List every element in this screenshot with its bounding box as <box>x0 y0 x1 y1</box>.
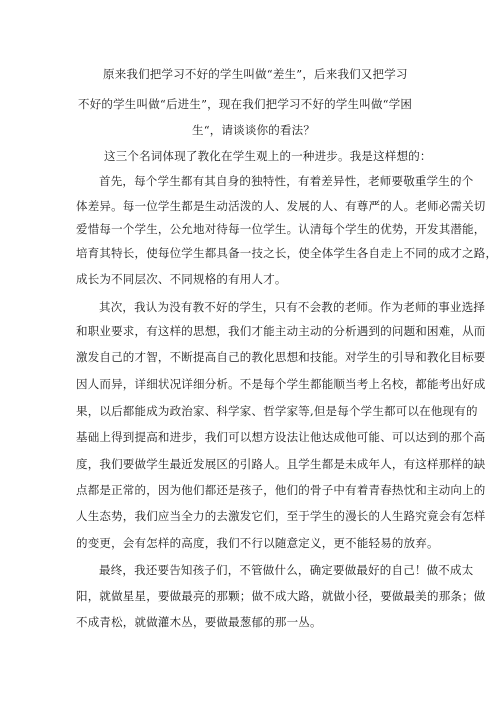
intro-line: 这三个名词体现了教化在学生观上的一种进步。我是这样想的： <box>104 149 432 163</box>
paragraph-2-line-9: 人生态势，我们应当全力的去激发它们，至于学生的漫长的人生路究竟会有怎样 <box>76 509 486 523</box>
paragraph-2-line-7: 度，我们要做学生最近发展区的引路人。且学生都是未成年人，有这样那样的缺 <box>76 457 486 471</box>
paragraph-1-line-4: 培育其特长，使每位学生都具备一技之长，使全体学生各自走上不同的成才之路， <box>76 246 498 260</box>
paragraph-2-line-6: 基础上得到提高和进步，我们可以想方设法让他达成他可能、可以达到的那个高 <box>76 430 486 444</box>
paragraph-1-line-1: 首先，每个学生都有其自身的独特性，有着差异性，老师要敬重学生的个 <box>99 174 474 188</box>
paragraph-2-line-1: 其次，我认为没有教不好的学生，只有不会教的老师。作为老师的事业选择 <box>99 300 486 314</box>
paragraph-1-line-3: 爱惜每一个学生，公允地对待每一位学生。认清每个学生的优势，开发其潜能， <box>76 222 486 236</box>
paragraph-3-line-3: 不成青松，就做灌木丛，要做最葱郁的那一丛。 <box>76 615 322 629</box>
question-line-2: 不好的学生叫做“后进生”，现在我们把学习不好的学生叫做“学困 <box>78 97 413 111</box>
paragraph-2-line-5: 果，以后都能成为政治家、科学家、哲学家等,但是每个学生都可以在他现有的 <box>76 404 478 418</box>
paragraph-2-line-8: 点都是正常的，因为他们都还是孩子，他们的骨子中有着青春热忱和主动向上的 <box>76 483 486 497</box>
question-line-1: 原来我们把学习不好的学生叫做“差生”，后来我们又把学习 <box>103 67 408 81</box>
paragraph-2-line-2: 和职业要求，有这样的思想，我们才能主动主动的分析遇到的问题和困难，从而 <box>76 324 486 338</box>
paragraph-3-line-2: 阳，就做星星，要做最亮的那颗；做不成大路，就做小径，要做最美的那条；做 <box>76 589 486 603</box>
paragraph-2-line-4: 因人而异，详细状况详细分析。不是每个学生都能顺当考上名校，都能考出好成 <box>76 377 486 391</box>
question-line-3: 生“，请谈谈你的看法？ <box>192 123 316 137</box>
paragraph-1-line-5: 成长为不同层次、不同规格的有用人才。 <box>76 272 287 286</box>
paragraph-2-line-10: 的变更，会有怎样的高度，我们不行以随意定义，更不能轻易的放弃。 <box>76 536 439 550</box>
paragraph-1-line-2: 体差异。每一位学生都是生动活泼的人、发展的人、有尊严的人。老师必需关切 <box>76 199 486 213</box>
paragraph-2-line-3: 激发自己的才智，不断提高自己的教化思想和技能。对学生的引导和教化目标要 <box>76 350 486 364</box>
paragraph-3-line-1: 最终，我还要告知孩子们，不管做什么，确定要做最好的自己！做不成太 <box>99 563 474 577</box>
